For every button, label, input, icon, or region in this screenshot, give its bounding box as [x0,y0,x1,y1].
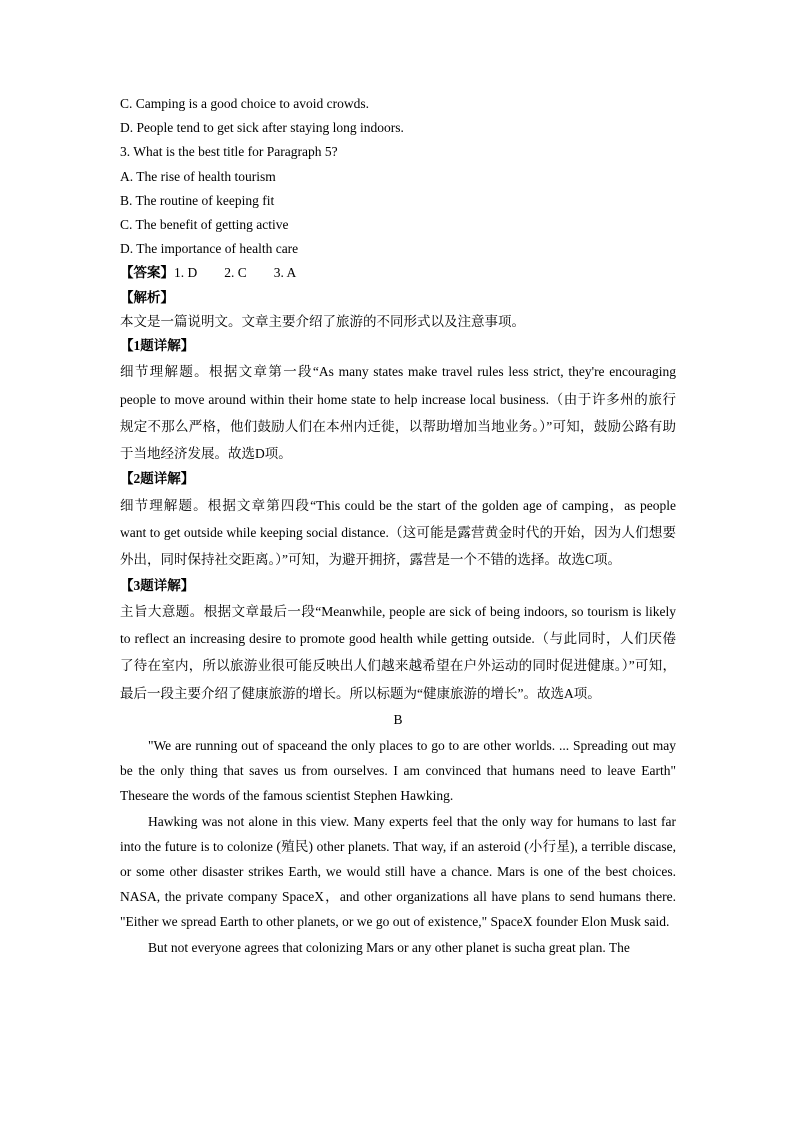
option-q3-b: B. The routine of keeping fit [120,192,275,208]
option-q3-d: D. The importance of health care [120,241,299,257]
option-q3-c: C. The benefit of getting active [120,217,289,233]
q2-detail-text: 细节理解题。根据文章第四段“This could be the start of the golden age of camping，as people want to get outside while keeping social distance.（这可能是露营黄金时代的开始，因为人们想要外出，同时保持社交距离。）”可知，为避开拥挤，露营是一个不错的选择。故选C项。 [120,497,676,568]
q3-detail-label: 【3题详解】 [120,577,195,593]
answer-label: 【答案】 [120,265,174,281]
passage-b-paragraph-2: Hawking was not alone in this view. Many experts feel that the only way for humans to last far into the future is to colonize (殖民) other planets. That way, if an asteroid (小行星), a terrible discase, or some other disaster strikes Earth, we would still have a chance. Mars is one of the best choices. NASA, the private company SpaceX，and other organizations all have plans to send humans there. "Either we spread Earth to other planets, or we go out of existence," SpaceX founder Elon Musk said. [120,813,676,930]
q1-detail-label: 【1题详解】 [120,338,195,354]
q3-detail-text: 主旨大意题。根据文章最后一段“Meanwhile, people are sick of being indoors, so tourism is likely to reflect an increasing desire to promote good health while getting outside.（与此同时，人们厌倦了待在室内，所以旅游业很可能反映出人们越来越希望在户外运动的同时促进健康。）”可知，最后一段主要介绍了健康旅游的增长。所以标题为“健康旅游的增长”。故选A项。 [120,603,676,701]
passage-b-paragraph-3: But not everyone agrees that colonizing Mars or any other planet is sucha great plan. The [148,939,630,955]
passage-b-paragraph-1: "We are running out of spaceand the only places to go to are other worlds. ... Spreading out may be the only thing that saves us from ourselves. I am convinced that humans need to leave Earth" Theseare the words of the famous scientist Stephen Hawking. [120,737,676,804]
option-q2-c: C. Camping is a good choice to avoid crowds. [120,96,369,111]
option-q3-a: A. The rise of health tourism [120,168,276,184]
passage-b-heading: B [393,711,403,727]
question-3-stem: 3. What is the best title for Paragraph 5? [120,144,338,160]
option-q2-d: D. People tend to get sick after staying long indoors. [120,120,404,136]
q2-detail-label: 【2题详解】 [120,471,195,487]
analysis-label: 【解析】 [120,289,174,305]
answer-line [120,261,676,285]
q1-detail-text: 细节理解题。根据文章第一段“As many states make travel rules less strict, they're encouraging people to move around within their home state to help increase local business.（由于许多州的旅行规定不那么严格，他们鼓励人们在本州内迁徙，以帮助增加当地业务。）”可知，鼓励公路有助于当地经济发展。故选D项。 [120,364,676,462]
page-content [120,92,676,960]
answer-text: 1. D 2. C 3. A [174,265,297,281]
analysis-summary: 本文是一篇说明文。文章主要介绍了旅游的不同形式以及注意事项。 [120,313,525,329]
